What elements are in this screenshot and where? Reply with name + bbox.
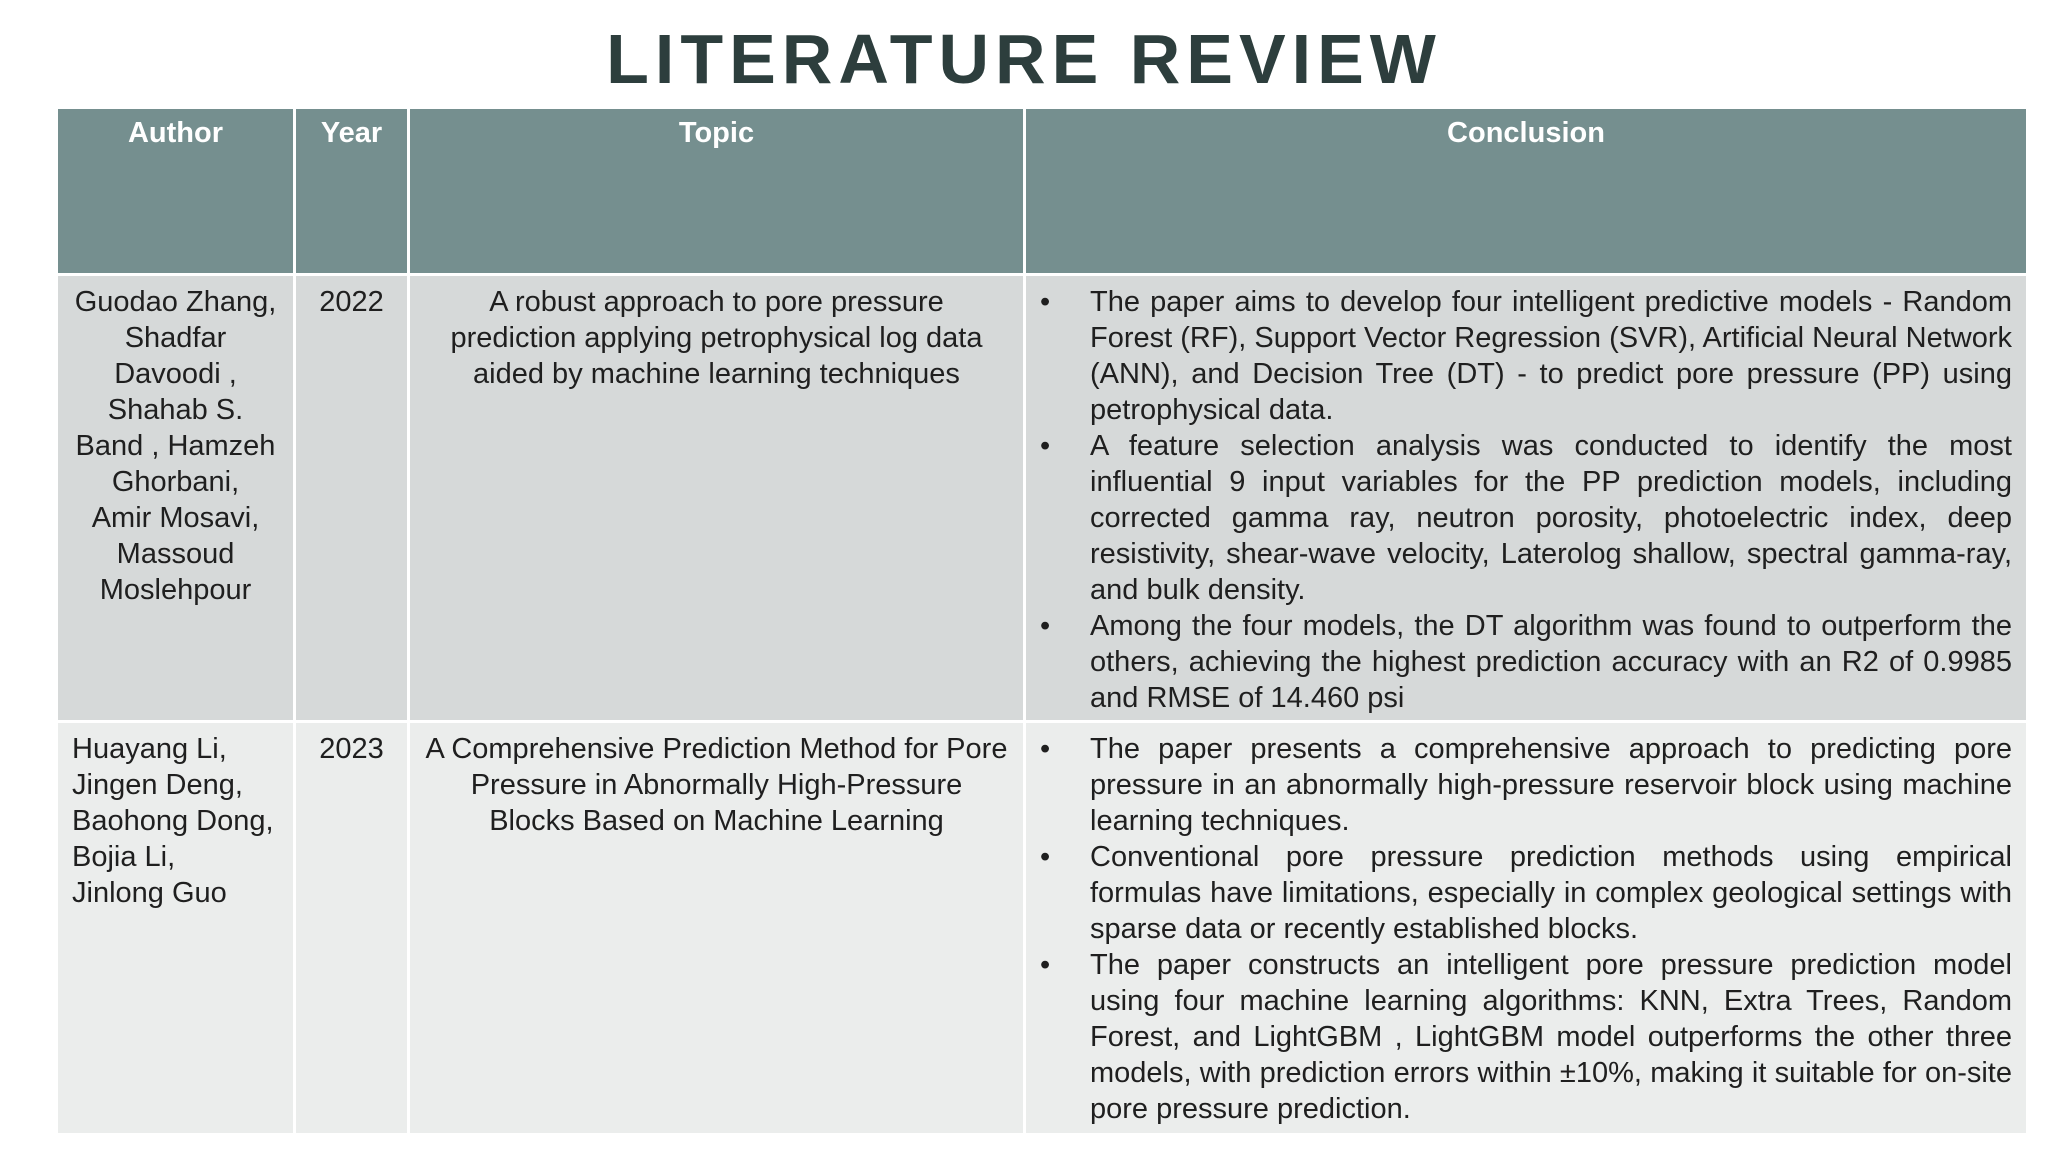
author-name: Bojia Li,: [72, 841, 176, 873]
author-name: Amir Mosavi,: [91, 502, 260, 534]
header-topic: Topic: [410, 109, 1023, 273]
author-name: Ghorbani,: [111, 466, 240, 498]
year-cell: 2022: [296, 276, 407, 720]
author-name: Jingen Deng,: [72, 769, 243, 801]
conclusion-text: The paper constructs an intelligent pore pressure prediction model using four machine learning algorithms: KNN, Extra Trees, Random Forest, and LightGBM , LightGBM model outperforms the other three models, with prediction errors within ±10%, making it suitable for on-site pore pressure prediction.: [1090, 949, 2012, 1125]
conclusion-text: Conventional pore pressure prediction methods using empirical formulas have limitations, especially in complex geological settings with sparse data or recently established blocks.: [1090, 841, 2012, 945]
conclusion-text: Among the four models, the DT algorithm was found to outperform the others, achieving the highest prediction accuracy with an R2 of 0.9985 and RMSE of 14.460 psi: [1090, 610, 2012, 714]
slide-title: LITERATURE REVIEW: [606, 20, 1442, 98]
topic-cell: A robust approach to pore pressure prediction applying petrophysical log data aided by machine learning techniques: [410, 276, 1023, 720]
header-year: Year: [296, 109, 407, 273]
conclusion-list: [1034, 284, 2018, 716]
conclusion-item: [1034, 284, 2018, 428]
conclusion-text: The paper presents a comprehensive approach to predicting pore pressure in an abnormally high-pressure reservoir block using machine learning techniques.: [1090, 733, 2012, 837]
bullet-icon: •: [1040, 949, 1051, 981]
bullet-icon: •: [1040, 430, 1051, 462]
topic-cell: A Comprehensive Prediction Method for Pore Pressure in Abnormally High-Pressure Blocks Based on Machine Learning: [410, 723, 1023, 1133]
table-row: [58, 276, 2026, 720]
author-name: Band , Hamzeh: [75, 430, 276, 462]
bullet-icon: •: [1040, 610, 1051, 642]
author-cell: [58, 276, 293, 720]
header-author: Author: [58, 109, 293, 273]
conclusion-item: [1034, 428, 2018, 608]
conclusion-cell: [1026, 723, 2026, 1133]
conclusion-item: [1034, 731, 2018, 839]
bullet-icon: •: [1040, 733, 1051, 765]
author-name: Guodao Zhang,: [74, 286, 277, 318]
table-header-row: [58, 109, 2026, 273]
conclusion-list: [1034, 731, 2018, 1127]
author-cell: [58, 723, 293, 1133]
author-name: Massoud: [116, 538, 235, 570]
author-name: Davoodi ,: [114, 358, 237, 390]
conclusion-item: [1034, 608, 2018, 716]
author-name: Shahab S.: [107, 394, 244, 426]
header-conclusion: Conclusion: [1026, 109, 2026, 273]
bullet-icon: •: [1040, 286, 1051, 318]
author-name: Moslehpour: [99, 574, 252, 606]
conclusion-text: The paper aims to develop four intelligent predictive models - Random Forest (RF), Support Vector Regression (SVR), Artificial Neural Network (ANN), and Decision Tree (DT) - to predict pore pressure (PP) using petrophysical data.: [1090, 286, 2012, 426]
conclusion-text: A feature selection analysis was conducted to identify the most influential 9 input variables for the PP prediction models, including corrected gamma ray, neutron porosity, photoelectric index, deep resistivity, shear-wave velocity, Laterolog shallow, spectral gamma-ray, and bulk density.: [1090, 430, 2012, 606]
author-name: Huayang Li,: [72, 733, 227, 765]
table-row: [58, 723, 2026, 1133]
bullet-icon: •: [1040, 841, 1051, 873]
conclusion-item: [1034, 839, 2018, 947]
author-name: Baohong Dong,: [72, 805, 274, 837]
conclusion-item: [1034, 947, 2018, 1127]
author-name: Jinlong Guo: [72, 877, 227, 909]
year-cell: 2023: [296, 723, 407, 1133]
conclusion-cell: [1026, 276, 2026, 720]
literature-review-table: [55, 106, 2029, 1136]
author-name: Shadfar: [124, 322, 227, 354]
